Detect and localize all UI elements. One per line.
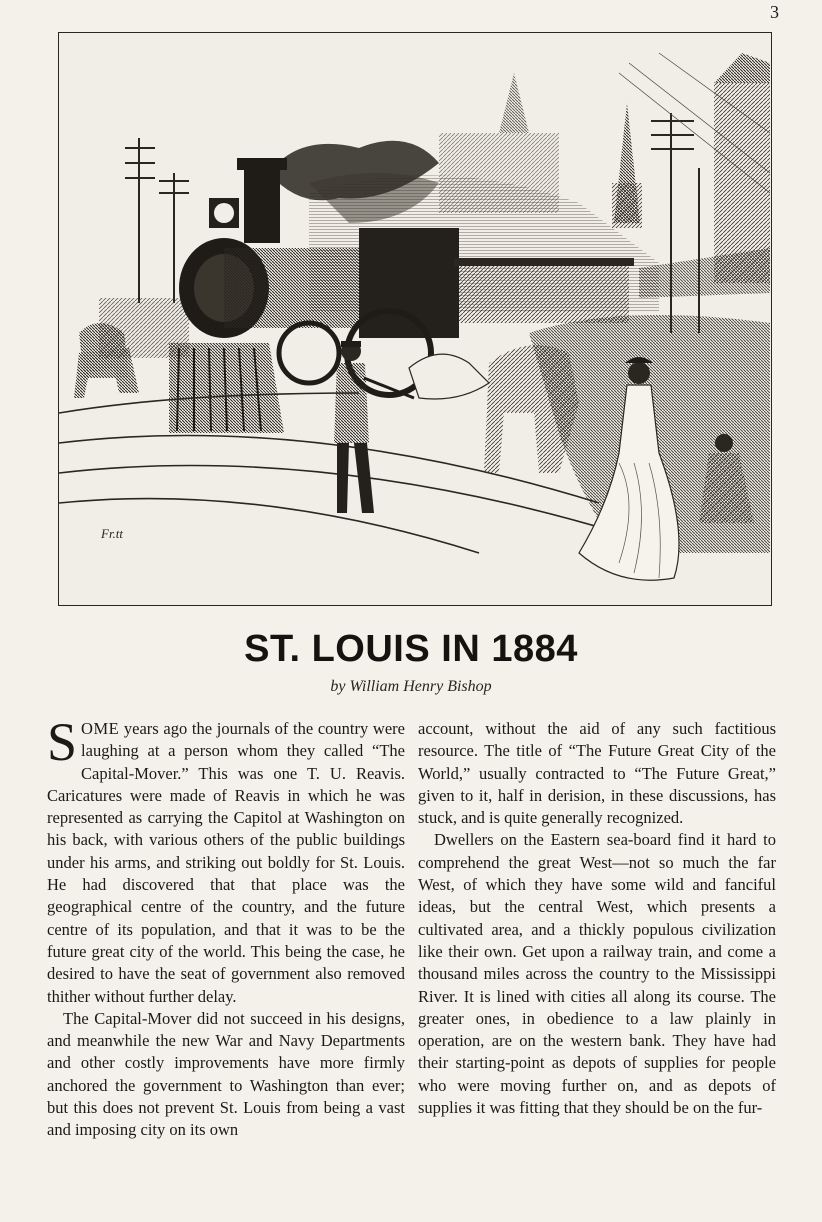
artist-signature: Fr.tt xyxy=(101,526,124,541)
engraving-steam-locomotive-street-scene-icon xyxy=(59,33,770,604)
article-column-right xyxy=(418,718,776,1119)
article-column-left xyxy=(47,712,405,1142)
page-number: 3 xyxy=(770,2,779,22)
article-byline: by William Henry Bishop xyxy=(330,678,492,695)
paragraph xyxy=(47,712,405,1008)
opening-smallcaps: OME xyxy=(81,719,120,738)
drop-cap: S xyxy=(47,712,78,772)
paragraph: Dwellers on the Eastern sea-board find it hard to comprehend the great West—not so much the far West, of which they have some wild and fanciful ideas, but the central West, which presents a cultivated area, and a thickly populous civilization like their own. Get upon a railway train, and come a thousand miles across the country to the Mississippi River. It is lined with cities all along its course. The greater ones, in obedience to a law plainly in operation, are on the western bank. They have had their starting-point as depots of supplies for people who were moving further on, and as depots of supplies it was fitting that they should be on the fur- xyxy=(418,830,776,1118)
paragraph: The Capital-Mover did not succeed in his designs, and meanwhile the new War and Navy Departments and other costly improvements have more firmly anchored the government to Washington than ever; but this does not prevent St. Louis from being a vast and imposing city on its own xyxy=(47,1008,405,1140)
paragraph: account, without the aid of any such factitious resource. The title of “The Future Great City of the World,” usually contracted to “The Future Great,” given to it, half in derision, in these discussions, has stuck, and is quite generally recognized. xyxy=(418,719,776,828)
paragraph-text: years ago the journals of the country were laughing at a person whom they called “The Capital-Mover.” This was one T. U. Reavis. Caricatures were made of Reavis in which he was represented as carrying the Capitol at Washington on his back, with various others of the public buildings under his arms, and striking out boldly for St. Louis. He had discovered that that place was the geographical centre of the country, and the future centre of its population, and that it was to be the future great city of the world. This being the case, he desired to have the seat of government also removed thither without further delay. xyxy=(47,719,405,1006)
article-illustration xyxy=(58,32,772,606)
article-title: ST. LOUIS IN 1884 xyxy=(244,628,578,670)
